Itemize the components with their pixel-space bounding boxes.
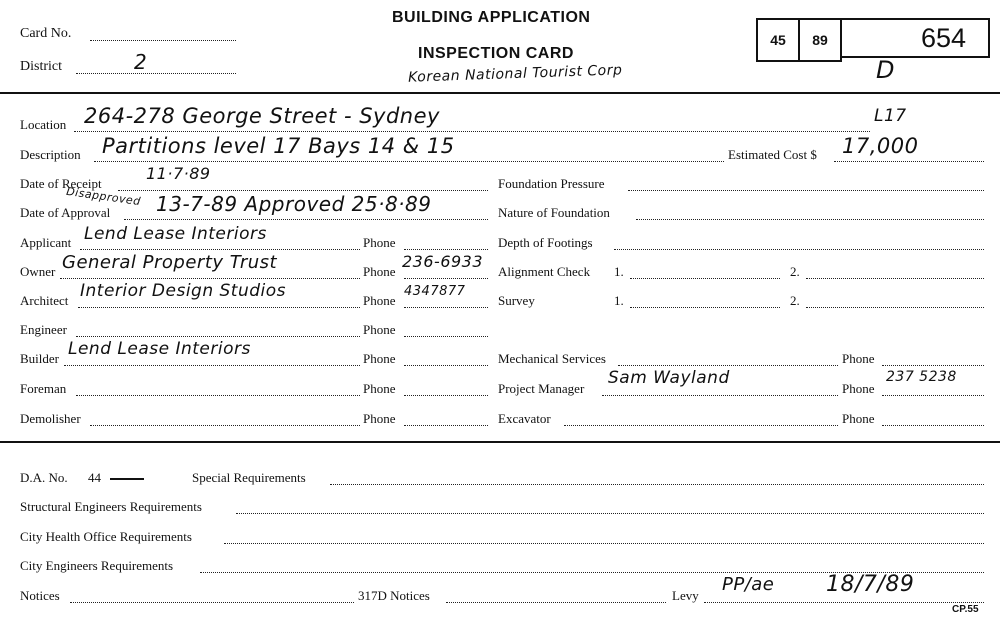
owner-phone-label: Phone	[363, 264, 396, 279]
code-box-b: 89	[798, 18, 842, 62]
da-no-label: D.A. No.	[20, 470, 68, 485]
description-label: Description	[20, 147, 81, 162]
demolisher-line	[90, 425, 360, 426]
subtitle-handwritten: Korean National Tourist Corp	[407, 62, 623, 86]
notices-317d-label: 317D Notices	[358, 588, 430, 603]
foreman-phone-label: Phone	[363, 381, 396, 396]
survey-num-2: 2.	[790, 293, 800, 308]
district-value: 2	[134, 50, 148, 74]
survey-num-1: 1.	[614, 293, 624, 308]
project-manager-phone-value: 237 5238	[886, 369, 957, 385]
applicant-phone-label: Phone	[363, 235, 396, 250]
mechanical-services-line	[618, 365, 838, 366]
architect-phone-line	[404, 307, 488, 308]
architect-label: Architect	[20, 293, 69, 308]
architect-phone-label: Phone	[363, 293, 396, 308]
mechanical-phone-line	[882, 365, 984, 366]
project-manager-phone-label: Phone	[842, 381, 875, 396]
project-manager-phone-line	[882, 395, 984, 396]
nature-foundation-line	[636, 219, 984, 220]
foreman-line	[76, 395, 360, 396]
date-approval-value: 13-7-89 Approved 25·8·89	[156, 192, 432, 216]
foundation-pressure-line	[628, 190, 984, 191]
date-receipt-value: 11·7·89	[146, 164, 211, 183]
alignment-check-label: Alignment Check	[498, 264, 591, 279]
requirements-divider	[0, 441, 1000, 443]
mechanical-services-label: Mechanical Services	[498, 351, 606, 366]
notices-317d-line	[446, 602, 666, 603]
date-receipt-line	[118, 190, 488, 191]
estimated-cost-line	[834, 161, 984, 162]
levy-label: Levy	[672, 588, 699, 603]
survey-line-2	[806, 307, 984, 308]
header-divider	[0, 92, 1000, 94]
excavator-phone-line	[882, 425, 984, 426]
location-line	[74, 131, 870, 132]
applicant-label: Applicant	[20, 235, 72, 250]
structural-requirements-line	[236, 513, 984, 514]
foundation-pressure-label: Foundation Pressure	[498, 176, 605, 191]
mechanical-phone-label: Phone	[842, 351, 875, 366]
alignment-line-1	[630, 278, 780, 279]
demolisher-phone-line	[404, 425, 488, 426]
excavator-phone-label: Phone	[842, 411, 875, 426]
builder-value: Lend Lease Interiors	[68, 339, 251, 359]
applicant-phone-line	[404, 249, 488, 250]
engineer-phone-label: Phone	[363, 322, 396, 337]
structural-requirements-label: Structural Engineers Requirements	[20, 499, 202, 514]
applicant-value: Lend Lease Interiors	[84, 224, 267, 244]
depth-footings-line	[614, 249, 984, 250]
alignment-line-2	[806, 278, 984, 279]
owner-label: Owner	[20, 264, 56, 279]
date-approval-label: Date of Approval	[20, 205, 111, 220]
builder-phone-line	[404, 365, 488, 366]
owner-value: General Property Trust	[62, 252, 278, 273]
da-no-value: 44	[88, 470, 101, 485]
project-manager-value: Sam Wayland	[608, 368, 730, 388]
survey-line-1	[630, 307, 780, 308]
description-value: Partitions level 17 Bays 14 & 15	[102, 134, 455, 158]
project-manager-line	[602, 395, 838, 396]
health-requirements-label: City Health Office Requirements	[20, 529, 192, 544]
health-requirements-line	[224, 543, 984, 544]
date-approval-overwrite: Disapproved	[65, 184, 142, 209]
city-engineers-label: City Engineers Requirements	[20, 558, 174, 573]
excavator-line	[564, 425, 838, 426]
location-value: 264-278 George Street - Sydney	[84, 104, 440, 128]
depth-footings-label: Depth of Footings	[498, 235, 593, 250]
architect-phone-value: 4347877	[404, 284, 466, 299]
description-line	[94, 161, 724, 162]
engineer-line	[76, 336, 360, 337]
owner-phone-line	[404, 278, 488, 279]
form-code: CP.55	[952, 604, 979, 615]
title-inspection-card: INSPECTION CARD	[418, 45, 574, 62]
levy-line	[704, 602, 984, 603]
architect-line	[78, 307, 360, 308]
estimated-cost-label: Estimated Cost $	[728, 147, 817, 162]
notices-line	[70, 602, 354, 603]
demolisher-phone-label: Phone	[363, 411, 396, 426]
corner-mark: D	[876, 56, 895, 84]
alignment-num-2: 2.	[790, 264, 800, 279]
excavator-label: Excavator	[498, 411, 551, 426]
code-box-a: 45	[756, 18, 800, 62]
levy-date: 18/7/89	[826, 572, 915, 597]
card-no-label: Card No.	[20, 26, 72, 41]
builder-label: Builder	[20, 351, 59, 366]
notices-label: Notices	[20, 588, 60, 603]
builder-phone-label: Phone	[363, 351, 396, 366]
location-label: Location	[20, 117, 67, 132]
district-line	[76, 73, 236, 74]
card-no-line	[90, 40, 236, 41]
title-building-application: BUILDING APPLICATION	[392, 9, 591, 26]
nature-foundation-label: Nature of Foundation	[498, 205, 610, 220]
special-requirements-line	[330, 484, 984, 485]
card-number-box: 654	[840, 18, 990, 58]
architect-value: Interior Design Studios	[80, 281, 287, 301]
estimated-cost-value: 17,000	[842, 134, 919, 158]
da-no-stroke	[110, 478, 144, 480]
engineer-phone-line	[404, 336, 488, 337]
alignment-num-1: 1.	[614, 264, 624, 279]
survey-label: Survey	[498, 293, 535, 308]
project-manager-label: Project Manager	[498, 381, 585, 396]
demolisher-label: Demolisher	[20, 411, 81, 426]
levy-value: PP/ae	[722, 574, 775, 595]
date-approval-line	[124, 219, 488, 220]
foreman-phone-line	[404, 395, 488, 396]
engineer-label: Engineer	[20, 322, 67, 337]
location-level: L17	[874, 106, 907, 126]
owner-phone-value: 236-6933	[402, 252, 484, 271]
applicant-line	[80, 249, 360, 250]
special-requirements-label: Special Requirements	[192, 470, 306, 485]
owner-line	[60, 278, 360, 279]
district-label: District	[20, 59, 62, 74]
date-receipt-label: Date of Receipt	[20, 176, 102, 191]
builder-line	[64, 365, 360, 366]
foreman-label: Foreman	[20, 381, 67, 396]
